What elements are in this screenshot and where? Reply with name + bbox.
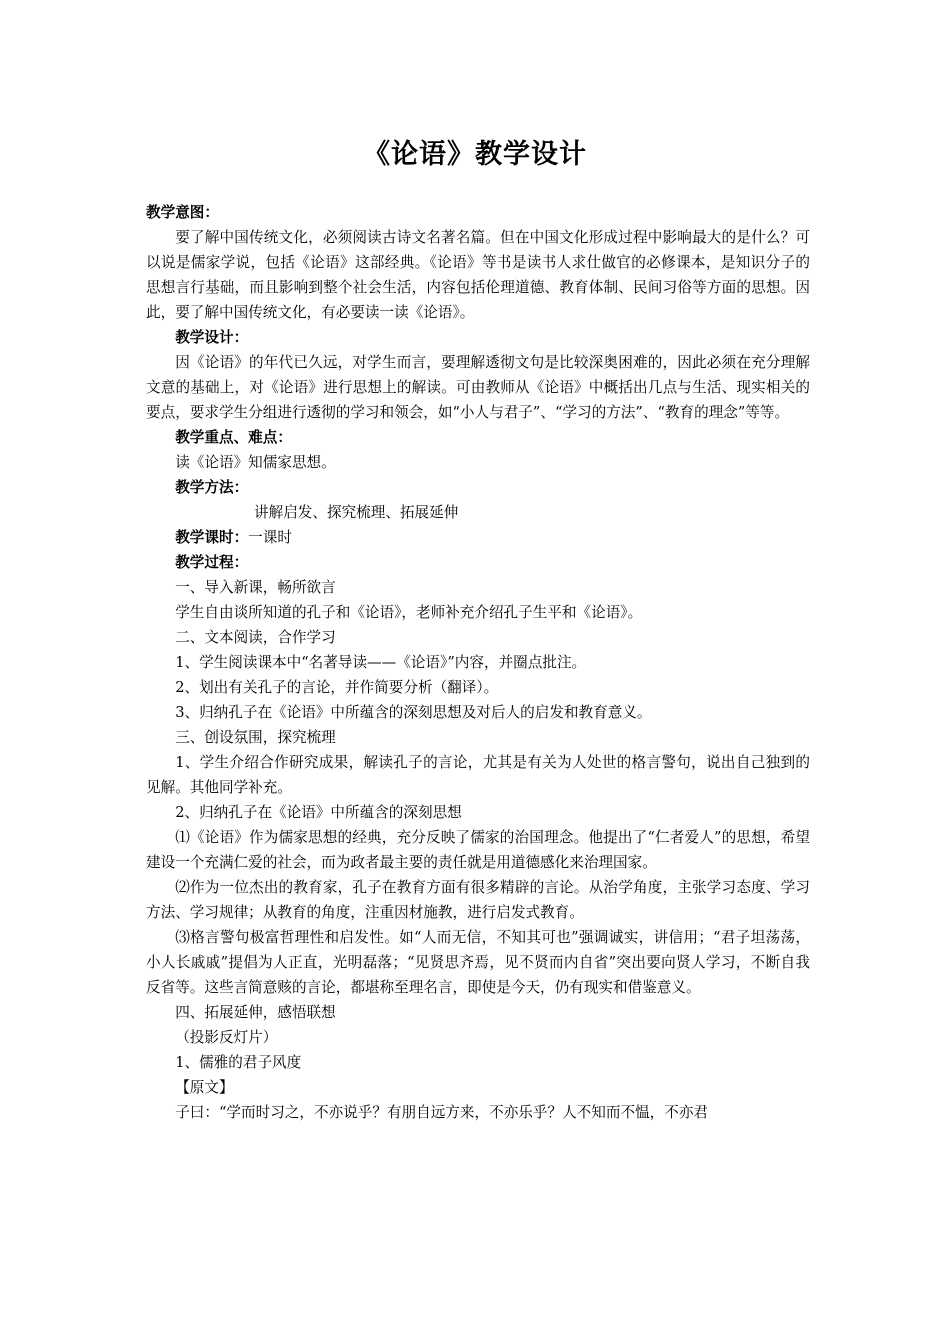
intent-heading: 教学意图：: [146, 204, 219, 221]
method-heading: 教学方法：: [175, 479, 249, 496]
step-1-text: 学生自由谈所知道的孔子和《论语》，老师补充介绍孔子生平和《论语》。: [175, 604, 643, 621]
step-3-point-2: ⑵作为一位杰出的教育家，孔子在教育方面有很多精辟的言论。从治学角度，主张学习态度、学习方法、学习规律；从教育的角度，注重因材施教，进行启发式教育。: [146, 879, 810, 921]
step-3-point-1: ⑴《论语》作为儒家思想的经典，充分反映了儒家的治国理念。他提出了“仁者爱人”的思想，希望建设一个充满仁爱的社会，而为政者最主要的责任就是用道德感化来治理国家。: [146, 829, 810, 871]
step-2-item-3: 3、归纳孔子在《论语》中所蕴含的深刻思想及对后人的启发和教育意义。: [175, 704, 652, 721]
hours-line: [146, 525, 810, 550]
step-4-title: 四、拓展延伸，感悟联想: [175, 1004, 336, 1021]
step-3-point-3: ⑶格言警句极富哲理性和启发性。如“人而无信，不知其可也”强调诚实，讲信用；“君子坦荡荡，小人长戚戚”提倡为人正直，光明磊落；“见贤思齐焉，见不贤而内自省”突出要向贤人学习，不断自我反省等。这些言简意赅的言论，都堪称至理名言，即使是今天，仍有现实和借鉴意义。: [146, 929, 810, 996]
step-2-item-2: 2、划出有关孔子的言论，并作简要分析（翻译）。: [175, 679, 499, 696]
key-points-text: 读《论语》知儒家思想。: [175, 454, 336, 471]
method-text: 讲解启发、探究梳理、拓展延伸: [254, 504, 459, 521]
hours-heading: 教学课时：: [175, 529, 249, 546]
step-4-item-1: 1、儒雅的君子风度: [175, 1054, 302, 1071]
step-3-item-2: 2、归纳孔子在《论语》中所蕴含的深刻思想: [175, 804, 462, 821]
step-4-note: （投影反灯片）: [175, 1029, 278, 1046]
page-title: 《论语》教学设计: [363, 139, 587, 170]
step-3-item-1: 1、学生介绍合作研究成果，解读孔子的言论，尤其是有关为人处世的格言警句，说出自己独到的见解。其他同学补充。: [146, 754, 810, 796]
step-2-item-1: 1、学生阅读课本中“名著导读——《论语》”内容，并圈点批注。: [175, 654, 587, 671]
key-points-heading: 教学重点、难点：: [175, 429, 292, 446]
hours-text: 一课时: [248, 529, 292, 546]
document-body: [146, 200, 810, 1125]
design-heading: 教学设计：: [175, 329, 249, 346]
step-1-title: 一、导入新课，畅所欲言: [175, 579, 336, 596]
process-heading: 教学过程：: [175, 554, 249, 571]
step-4-quote: 子曰：“学而时习之，不亦说乎？有朋自远方来，不亦乐乎？人不知而不愠，不亦君: [175, 1104, 709, 1121]
step-3-title: 三、创设氛围，探究梳理: [175, 729, 336, 746]
step-4-original-label: 【原文】: [175, 1079, 234, 1096]
intent-paragraph: 要了解中国传统文化，必须阅读古诗文名著名篇。但在中国文化形成过程中影响最大的是什么？可以说是儒家学说，包括《论语》这部经典。《论语》等书是读书人求仕做官的必修课本，是知识分子的思想言行基础，而且影响到整个社会生活，内容包括伦理道德、教育体制、民间习俗等方面的思想。因此，要了解中国传统文化，有必要读一读《论语》。: [146, 229, 810, 321]
design-paragraph: 因《论语》的年代已久远，对学生而言，要理解透彻文句是比较深奥困难的，因此必须在充分理解文意的基础上，对《论语》进行思想上的解读。可由教师从《论语》中概括出几点与生活、现实相关的要点，要求学生分组进行透彻的学习和领会，如“小人与君子”、“学习的方法”、“教育的理念”等等。: [146, 354, 810, 421]
step-2-title: 二、文本阅读，合作学习: [175, 629, 336, 646]
